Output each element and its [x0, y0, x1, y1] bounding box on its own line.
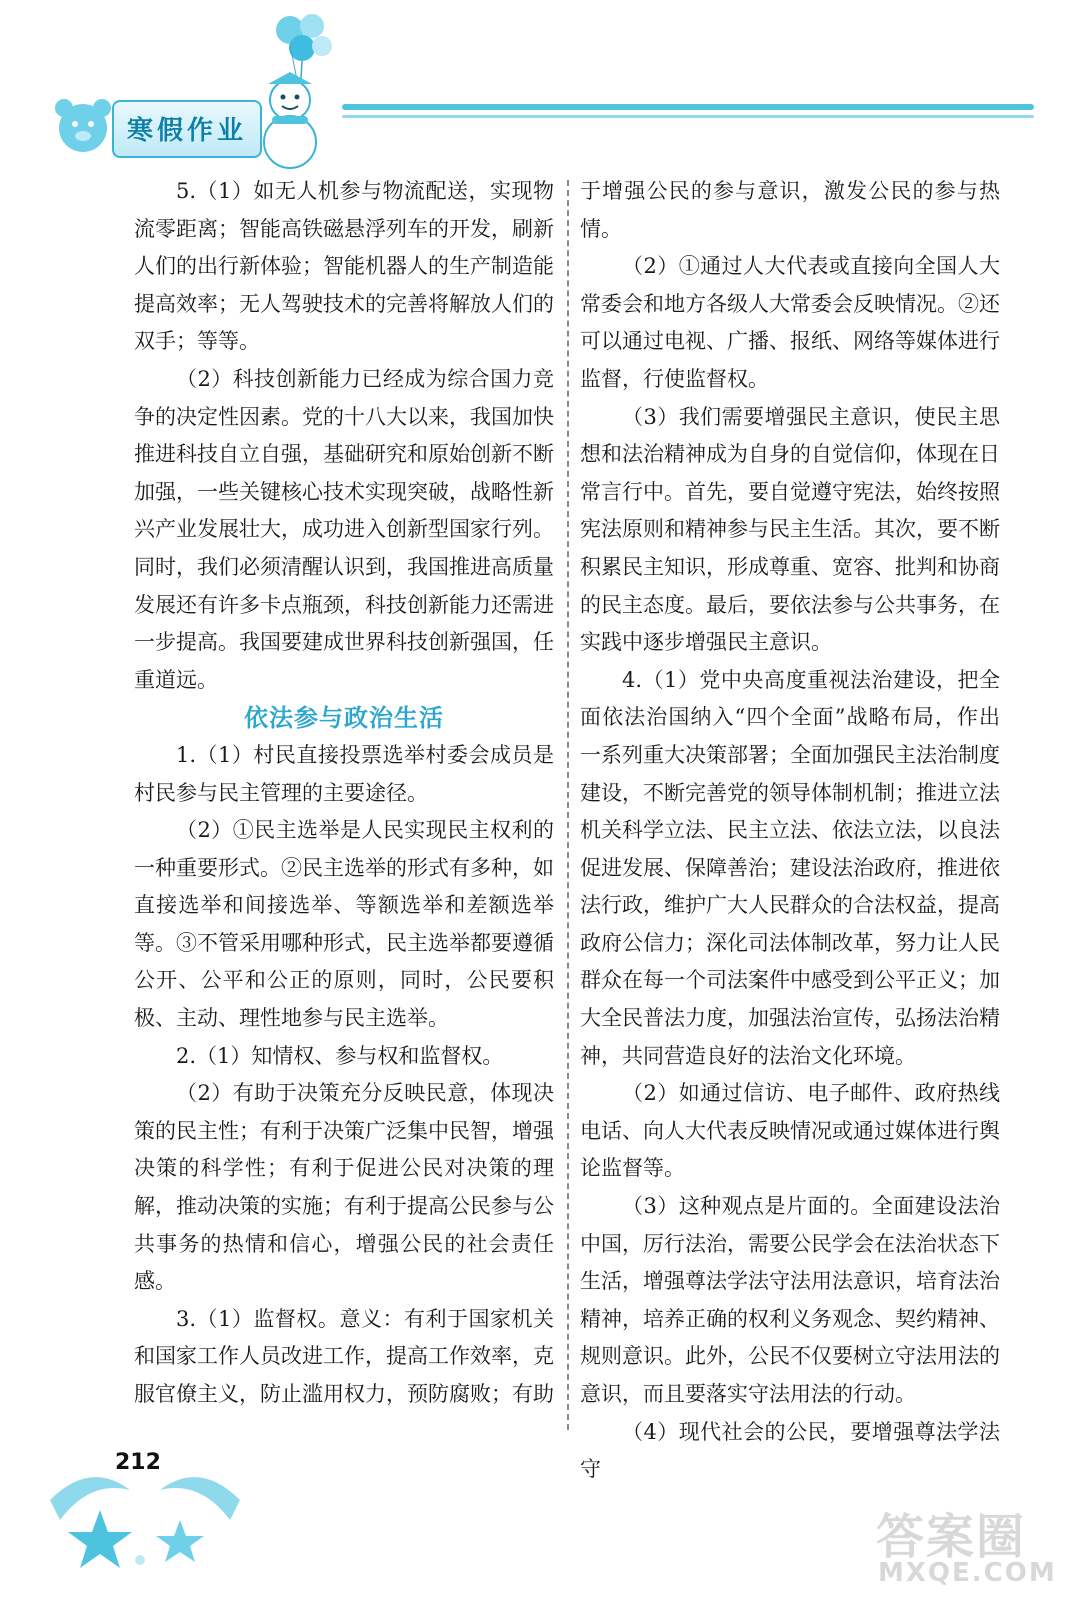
left-column [134, 173, 554, 1414]
answer-5-2: （2）科技创新能力已经成为综合国力竞争的决定性因素。党的十八大以来，我国加快推进科技自立自强，基础研究和原始创新不断加强，一些关键核心技术实现突破，战略性新兴产业发展壮大，成功进入创新型国家行列。同时，我们必须清醒认识到，我国推进高质量发展还有许多卡点瓶颈，科技创新能力还需进一步提高。我国要建成世界科技创新强国，任重道远。 [134, 366, 554, 692]
answer-2-2: （2）有助于决策充分反映民意，体现决策的民主性；有利于决策广泛集中民智，增强决策的科学性；有利于促进公民对决策的理解，推动决策的实施；有利于提高公民参与公共事务的热情和信心，增强公民的社会责任感。 [134, 1081, 554, 1294]
right-column [580, 173, 1000, 1489]
answer-4-3: （3）这种观点是片面的。全面建设法治中国，厉行法治，需要公民学会在法治状态下生活，增强尊法学法守法用法意识，培育法治精神，培养正确的权利义务观念、契约精神、规则意识。此外，公民不仅要树立守法用法的意识，而且要落实守法用法的行动。 [580, 1194, 1000, 1406]
column-divider [567, 180, 569, 1430]
answer-4-4: （4）现代社会的公民，要增强尊法学法守 [580, 1419, 1000, 1482]
page-header [0, 0, 1072, 175]
answer-1-1: 1.（1）村民直接投票选举村委会成员是村民参与民主管理的主要途径。 [134, 742, 554, 805]
snowman-icon [250, 70, 330, 170]
page-number: 212 [115, 1450, 161, 1475]
answer-1-2: （2）①民主选举是人民实现民主权利的一种重要形式。②民主选举的形式有多种，如直接选举和间接选举、等额选举和差额选举等。③不管采用哪种形式，民主选举都要遵循公开、公平和公正的原则，同时，公民要积极、主动、理性地参与民主选举。 [134, 818, 554, 1031]
answer-3-1: 3.（1）监督权。意义：有利于国家机关和国家工作人员改进工作，提高工作效率，克服官僚主义，防止滥用权力，预防腐败；有助 [134, 1306, 554, 1406]
header-rule [342, 104, 1034, 110]
section-title: 依法参与政治生活 [244, 703, 444, 733]
answer-3-2: （2）①通过人大代表或直接向全国人大常委会和地方各级人大常委会反映情况。②还可以通过电视、广播、报纸、网络等媒体进行监督，行使监督权。 [580, 254, 1000, 391]
watermark-logo: 答案圈 [876, 1509, 1027, 1565]
header-rule-thin [342, 115, 1034, 118]
answer-3-3: （3）我们需要增强民主意识，使民主思想和法治精神成为自身的自觉信仰，体现在日常言行中。首先，要自觉遵守宪法，始终按照宪法原则和精神参与民主生活。其次，要不断积累民主知识，形成尊重、宽容、批判和协商的民主态度。最后，要依法参与公共事务，在实践中逐步增强民主意识。 [580, 404, 1000, 655]
answer-3-1-cont: 于增强公民的参与意识，激发公民的参与热情。 [580, 179, 1000, 241]
answer-4-1: 4.（1）党中央高度重视法治建设，把全面依法治国纳入“四个全面”战略布局，作出一系列重大决策部署；全面加强民主法治制度建设，不断完善党的领导体制机制；推进立法机关科学立法、民主立法、依法立法，以良法促进发展、保障善治；建设法治政府，推进依法行政，维护广大人民群众的合法权益，提高政府公信力；深化司法体制改革，努力让人民群众在每一个司法案件中感受到公平正义；加大全民普法力度，加强法治宣传，弘扬法治精神，共同营造良好的法治文化环境。 [580, 667, 1000, 1068]
answer-2-1: 2.（1）知情权、参与权和监督权。 [176, 1043, 504, 1068]
watermark-url: MXQE.COM [878, 1558, 1057, 1588]
bear-icon [48, 92, 118, 164]
header-label: 寒假作业 [112, 100, 262, 158]
answer-5: 5.（1）如无人机参与物流配送，实现物流零距离；智能高铁磁悬浮列车的开发，刷新人们的出行新体验；智能机器人的生产制造能提高效率；无人驾驶技术的完善将解放人们的双手；等等。 [134, 179, 554, 354]
watermark [868, 1498, 1058, 1593]
answer-4-2: （2）如通过信访、电子邮件、政府热线电话、向人大代表反映情况或通过媒体进行舆论监督等。 [580, 1081, 1000, 1181]
